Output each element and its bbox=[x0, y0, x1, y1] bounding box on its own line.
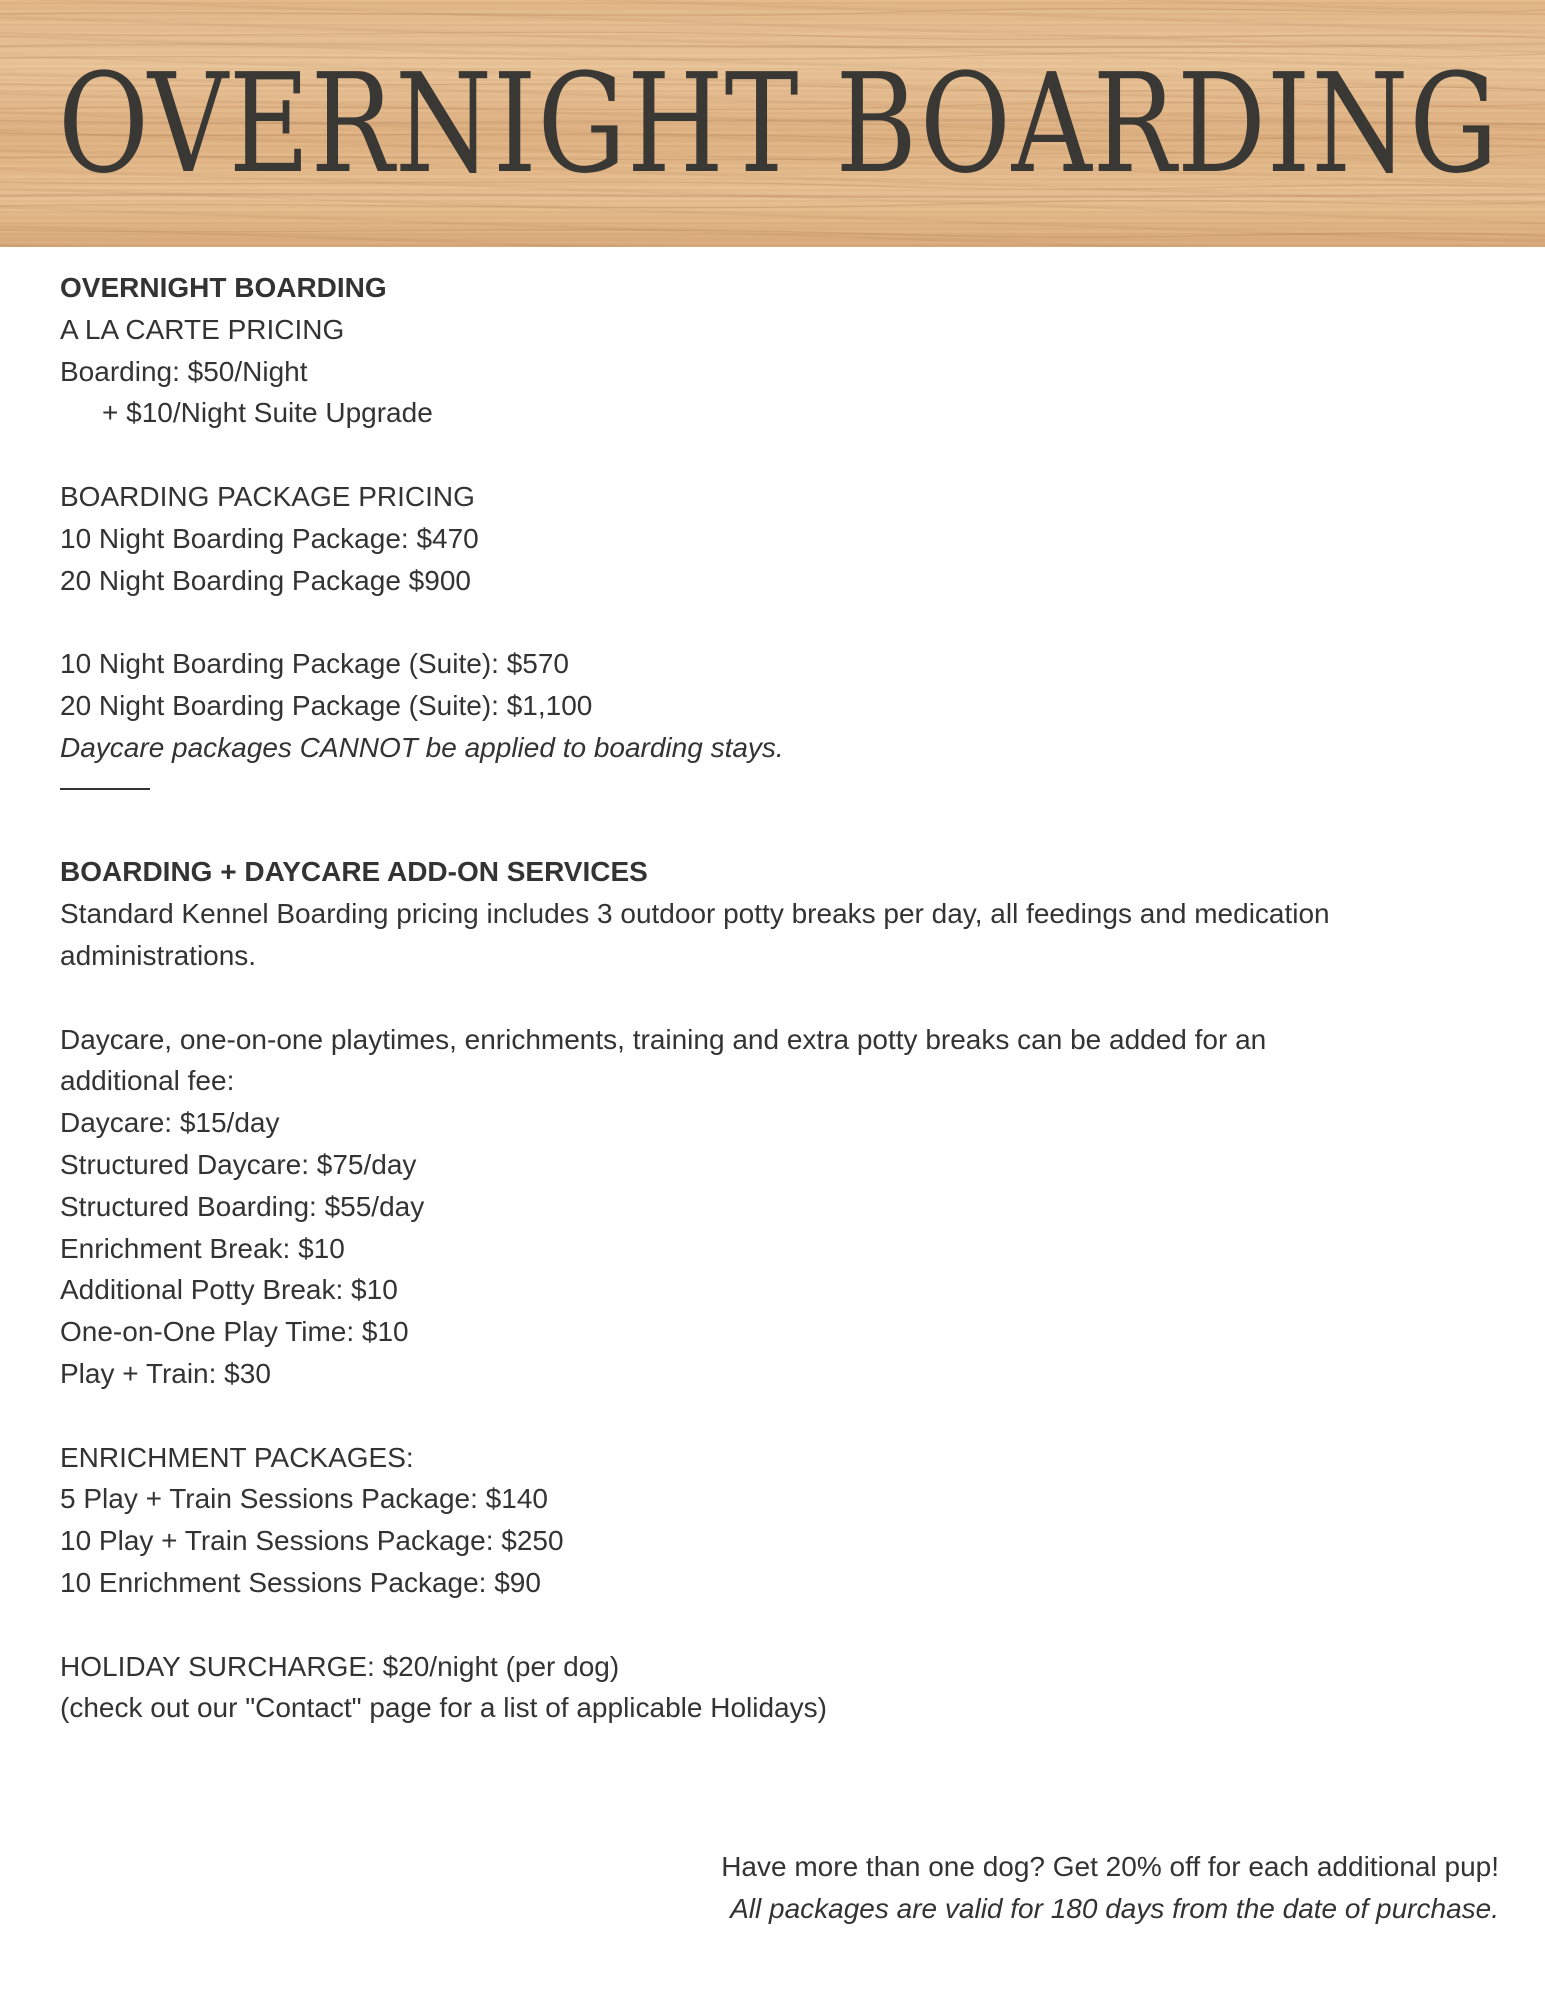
addon-item: Structured Daycare: $75/day bbox=[60, 1148, 417, 1180]
section-heading-addons: BOARDING + DAYCARE ADD-ON SERVICES bbox=[60, 856, 648, 888]
addons-intro: administrations. bbox=[60, 939, 257, 971]
addons-extra: Daycare, one-on-one playtimes, enrichments, training and extra potty breaks can be added for an bbox=[60, 1023, 1267, 1055]
package-item: 10 Night Boarding Package: $470 bbox=[60, 522, 479, 554]
holiday-surcharge: HOLIDAY SURCHARGE: $20/night (per dog) bbox=[60, 1650, 620, 1682]
section-heading-packages: BOARDING PACKAGE PRICING bbox=[60, 480, 475, 512]
spacer bbox=[60, 1395, 1500, 1437]
spacer bbox=[60, 434, 1500, 476]
addons-intro: Standard Kennel Boarding pricing includes 3 outdoor potty breaks per day, all feedings and medication bbox=[60, 898, 1330, 930]
spacer bbox=[60, 810, 1500, 852]
footer-notes bbox=[721, 1846, 1499, 1930]
subheading-a-la-carte: A LA CARTE PRICING bbox=[60, 313, 345, 345]
enrichment-item: 10 Enrichment Sessions Package: $90 bbox=[60, 1566, 541, 1598]
package-validity-note: All packages are valid for 180 days from the date of purchase. bbox=[730, 1892, 1499, 1924]
enrichment-item: 5 Play + Train Sessions Package: $140 bbox=[60, 1483, 548, 1515]
spacer bbox=[60, 1604, 1500, 1646]
section-heading-overnight: OVERNIGHT BOARDING bbox=[60, 272, 387, 303]
suite-package-item: 10 Night Boarding Package (Suite): $570 bbox=[60, 648, 569, 680]
addons-extra: additional fee: bbox=[60, 1065, 235, 1097]
holiday-note: (check out our "Contact" page for a list of applicable Holidays) bbox=[60, 1692, 827, 1724]
banner-title: OVERNIGHT BOARDING bbox=[58, 45, 1499, 204]
spacer bbox=[60, 977, 1500, 1019]
multi-dog-discount: Have more than one dog? Get 20% off for each additional pup! bbox=[721, 1851, 1499, 1882]
package-note: Daycare packages CANNOT be applied to boarding stays. bbox=[60, 731, 784, 763]
boarding-rate: Boarding: $50/Night bbox=[60, 355, 308, 387]
addon-item: Structured Boarding: $55/day bbox=[60, 1190, 425, 1222]
divider bbox=[60, 788, 150, 790]
addon-item: One-on-One Play Time: $10 bbox=[60, 1316, 409, 1348]
enrichment-item: 10 Play + Train Sessions Package: $250 bbox=[60, 1525, 564, 1557]
section-heading-enrichment: ENRICHMENT PACKAGES: bbox=[60, 1441, 414, 1473]
pricing-content bbox=[60, 267, 1500, 1729]
addon-item: Daycare: $15/day bbox=[60, 1107, 280, 1139]
addon-item: Additional Potty Break: $10 bbox=[60, 1274, 398, 1306]
addon-item: Enrichment Break: $10 bbox=[60, 1232, 345, 1264]
spacer bbox=[60, 601, 1500, 643]
package-item: 20 Night Boarding Package $900 bbox=[60, 564, 471, 596]
addon-item: Play + Train: $30 bbox=[60, 1357, 271, 1389]
suite-package-item: 20 Night Boarding Package (Suite): $1,100 bbox=[60, 689, 593, 721]
suite-upgrade: + $10/Night Suite Upgrade bbox=[102, 397, 433, 429]
wood-banner bbox=[0, 0, 1545, 247]
